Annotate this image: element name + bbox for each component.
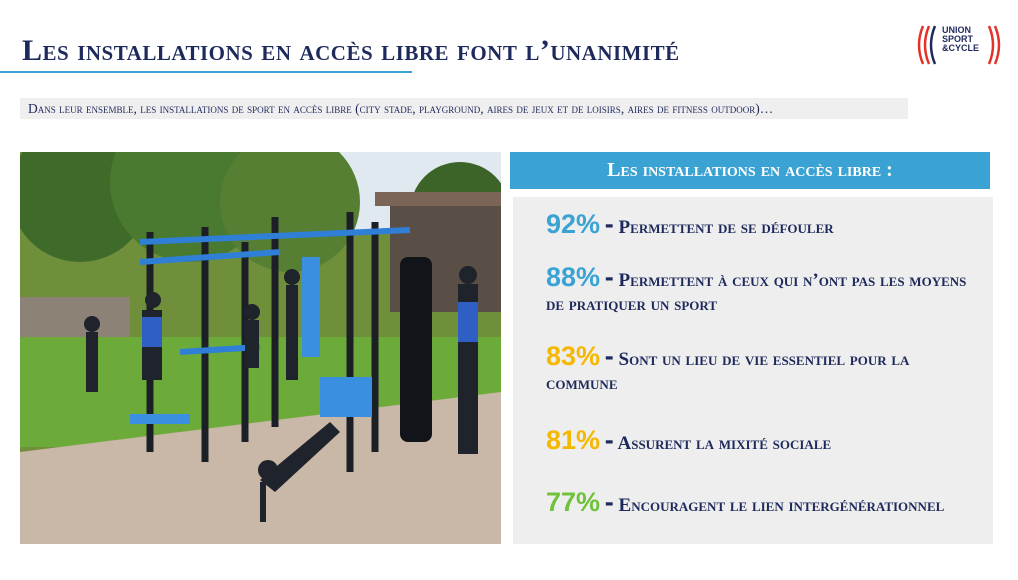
title-underline [0, 71, 412, 73]
outdoor-fitness-photo [20, 152, 501, 544]
stat-percent: 88% [546, 262, 601, 292]
stat-text: Permettent à ceux qui n’ont pas les moyens de pratiquer un sport [546, 270, 967, 315]
stat-percent: 83% [546, 341, 601, 371]
stat-item-2 [546, 262, 976, 317]
logo-line-1: UNION [942, 25, 971, 35]
stat-item-4 [546, 425, 976, 456]
stat-dash: - [604, 487, 614, 517]
stat-item-3 [546, 341, 976, 396]
stat-item-5 [546, 487, 976, 518]
stat-text: Assurent la mixité sociale [617, 433, 832, 454]
page-title: Les installations en accès libre font l’unanimité [22, 34, 680, 67]
stat-item-1 [546, 209, 976, 240]
logo-line-3: &CYCLE [942, 43, 980, 53]
union-sport-cycle-logo [915, 22, 1005, 68]
stat-dash: - [604, 209, 614, 239]
stat-percent: 92% [546, 209, 601, 239]
stat-percent: 81% [546, 425, 601, 455]
stat-dash: - [604, 262, 614, 292]
stat-text: Permettent de se défouler [618, 217, 834, 238]
stat-dash: - [604, 425, 614, 455]
stat-text: Encouragent le lien intergénérationnel [618, 495, 945, 516]
stat-percent: 77% [546, 487, 601, 517]
panel-header: Les installations en accès libre : [510, 152, 990, 189]
intro-text: Dans leur ensemble, les installations de sport en accès libre (city stade, playground, aires de jeux et de loisirs, aires de fitness outdoor)… [20, 98, 908, 119]
stat-dash: - [604, 341, 614, 371]
stat-text: Sont un lieu de vie essentiel pour la commune [546, 349, 910, 394]
logo-line-2: SPORT [942, 34, 974, 44]
